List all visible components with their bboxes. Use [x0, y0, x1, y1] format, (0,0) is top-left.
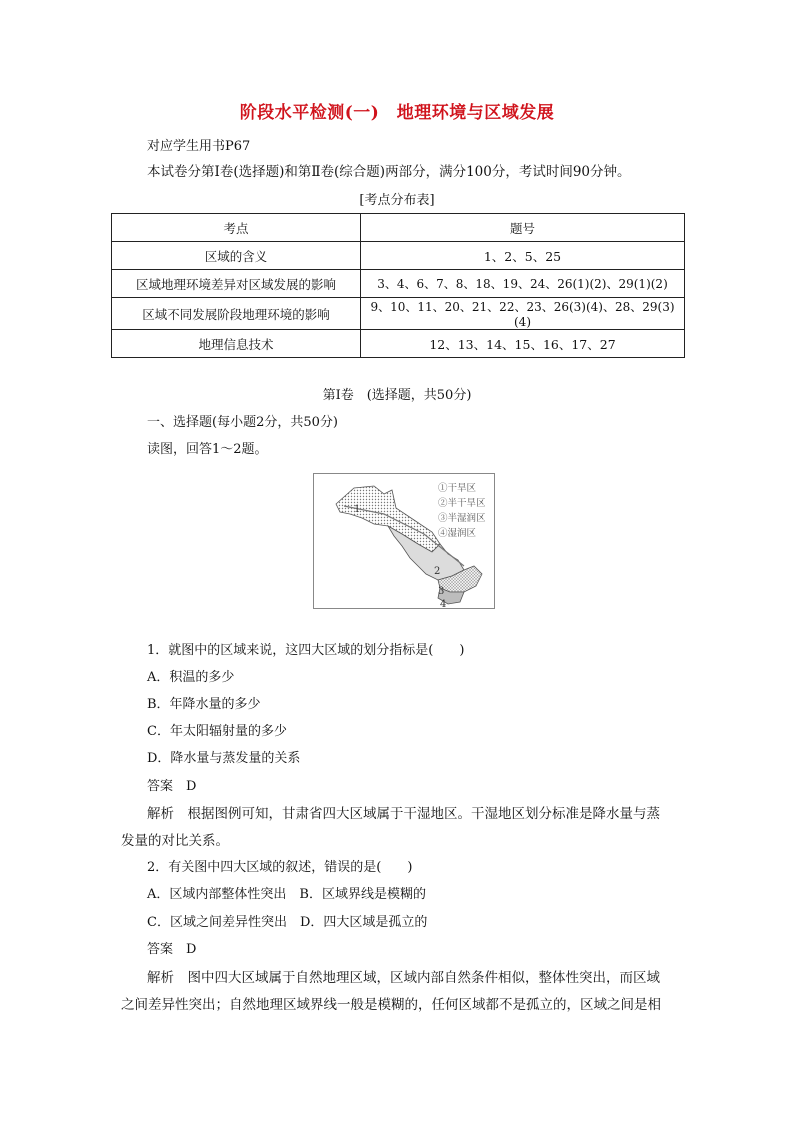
- numbers-cell: 12、13、14、15、16、17、27: [361, 330, 685, 358]
- table-row: [112, 330, 685, 358]
- exam-intro: 本试卷分第Ⅰ卷(选择题)和第Ⅱ卷(综合题)两部分，满分100分，考试时间90分钟。: [147, 164, 631, 180]
- q1-analysis-line-2: 发量的对比关系。: [121, 833, 229, 849]
- gansu-dry-wet-map: [313, 473, 495, 609]
- table-row: [112, 270, 685, 298]
- q2-analysis-line-2: 之间差异性突出；自然地理区域界线一般是模糊的，任何区域都不是孤立的，区域之间是相: [121, 997, 661, 1013]
- topic-cell: 区域地理环境差异对区域发展的影响: [112, 270, 361, 298]
- topic-cell: 地理信息技术: [112, 330, 361, 358]
- numbers-cell: 1、2、5、25: [361, 242, 685, 270]
- numbers-cell: 3、4、6、7、8、18、19、24、26(1)(2)、29(1)(2): [361, 270, 685, 298]
- numbers-cell: 9、10、11、20、21、22、23、26(3)(4)、28、29(3)(4): [361, 298, 685, 330]
- analysis-text: 根据图例可知，甘肃省四大区域属于干湿地区。干湿地区划分标准是降水量与蒸: [187, 806, 660, 822]
- analysis-text: 图中四大区域属于自然地理区域，区域内部自然条件相似，整体性突出，而区域: [187, 970, 660, 986]
- map-label-4: 4: [440, 599, 447, 610]
- q1-option-d: D．降水量与蒸发量的关系: [147, 751, 301, 766]
- arid-region: [336, 486, 440, 552]
- legend-item-humid: ④湿润区: [438, 528, 477, 539]
- q1-option-a: A．积温的多少: [147, 670, 235, 685]
- page-title: 阶段水平检测(一) 地理环境与区域发展: [239, 103, 555, 123]
- read-map-instruction: 读图，回答1～2题。: [147, 442, 268, 457]
- q2-options-row-2: C．区域之间差异性突出 D．四大区域是孤立的: [147, 915, 428, 930]
- q2-answer: [147, 938, 196, 957]
- question-2-stem: 2．有关图中四大区域的叙述，错误的是( ): [147, 860, 413, 875]
- source-reference: 对应学生用书P67: [147, 139, 251, 154]
- topic-cell: 区域不同发展阶段地理环境的影响: [112, 298, 361, 330]
- legend-item-semi-humid: ③半湿润区: [438, 513, 486, 524]
- header-topic: 考点: [112, 214, 361, 242]
- table-row: [112, 242, 685, 270]
- legend-item-semi-arid: ②半干旱区: [438, 498, 486, 509]
- q1-analysis-line-1: [147, 802, 660, 822]
- q2-analysis-line-1: [147, 966, 660, 986]
- q1-answer: [147, 775, 196, 794]
- answer-value: D: [186, 779, 197, 794]
- question-1-stem: 1．就图中的区域来说，这四大区域的划分指标是( ): [147, 643, 465, 658]
- table-header-row: [112, 214, 685, 242]
- table-caption: [考点分布表]: [359, 193, 435, 208]
- answer-label: 答案: [147, 942, 174, 957]
- part1-title: 第Ⅰ卷 (选择题，共50分): [322, 388, 472, 403]
- map-label-1: 1: [354, 504, 361, 515]
- answer-label: 答案: [147, 779, 174, 794]
- map-label-2: 2: [434, 566, 441, 577]
- header-question-numbers: 题号: [361, 214, 685, 242]
- answer-value: D: [186, 942, 197, 957]
- q1-option-c: C．年太阳辐射量的多少: [147, 724, 287, 739]
- q2-options-row-1: A．区域内部整体性突出 B．区域界线是模糊的: [147, 887, 426, 902]
- analysis-label: 解析: [147, 806, 174, 822]
- q1-option-b: B．年降水量的多少: [147, 697, 261, 712]
- topic-cell: 区域的含义: [112, 242, 361, 270]
- topic-distribution-table: [111, 213, 685, 358]
- analysis-label: 解析: [147, 970, 174, 986]
- map-label-3: 3: [438, 586, 445, 597]
- section-heading: 一、选择题(每小题2分，共50分): [147, 415, 338, 430]
- table-row: [112, 298, 685, 330]
- legend-item-arid: ①干旱区: [438, 483, 477, 494]
